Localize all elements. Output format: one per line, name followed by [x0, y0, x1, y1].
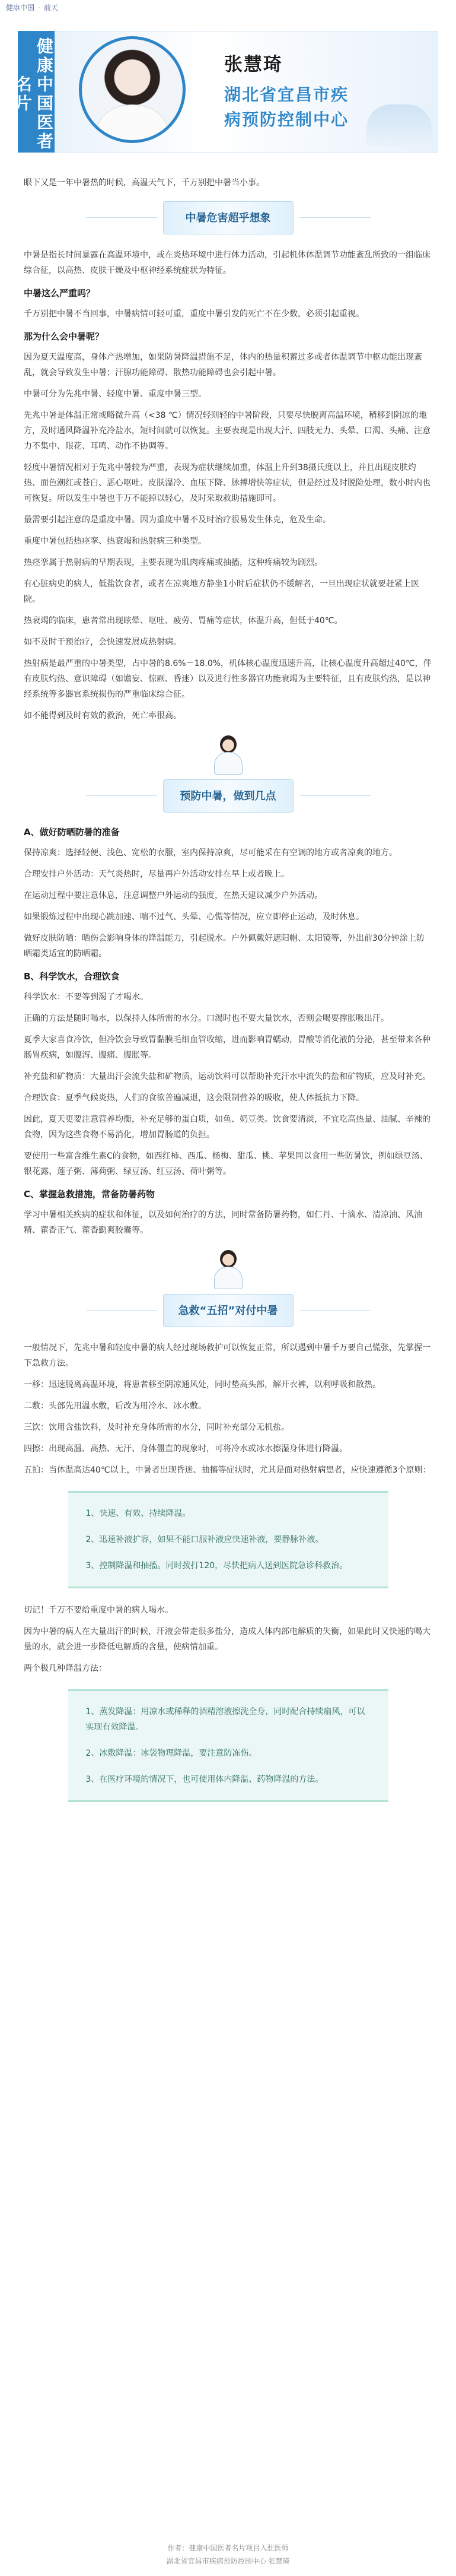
paragraph: 四擦：出现高温、高热、无汗、身体僵直的现象时，可将冷水或冰水擦湿身体进行降温。 — [24, 1444, 347, 1454]
tip-box-cooling — [68, 1689, 388, 1802]
card-body — [55, 31, 438, 153]
paragraph: 因此，夏天更要注意营养均衡，补充足够的蛋白质，如鱼、奶豆类。饮食要清淡，不宜吃高热量、油腻、辛辣的食物，因为这些食物不易消化，增加胃肠道的负担。 — [24, 1115, 431, 1140]
org-line-2: 病预防控制中心 — [224, 110, 349, 129]
footer-org: 湖北省宜昌市疾病预防控制中心 张慧琦 — [166, 2557, 290, 2565]
banner-1-title: 中暑危害超乎想象 — [163, 201, 294, 234]
paragraph: 重度中暑包括热痉挛、热衰竭和热射病三种类型。 — [24, 537, 206, 546]
subsection-heading: C、掌握急救措施，常备防暑药物 — [24, 1189, 155, 1200]
paragraph: 夏季大家喜食冷饮，但冷饮会导致胃黏膜毛细血管收缩，进而影响胃蠕动，胃酸等消化液的分泌，甚至带来各种肠胃疾病，如腹泻、腹痛、腹胀等。 — [24, 1035, 431, 1060]
paragraph: 有心脏病史的病人，低盐饮食者，或者在凉爽地方静坐1小时后症状仍不缓解者，一旦出现症状就要赶紧上医院。 — [24, 579, 419, 604]
section-banner-3 — [163, 1294, 294, 1327]
card-side-title: 健康中国医者名片 — [18, 31, 55, 153]
tip-item: 2、冰敷降温：冰袋物理降温，要注意防冻伤。 — [85, 1749, 257, 1758]
paragraph: 补充盐和矿物质：大量出汗会流失盐和矿物质，运动饮料可以帮助补充汗水中流失的盐和矿物质，应及时补充。 — [24, 1072, 431, 1081]
doctor-photo — [79, 36, 186, 143]
subsection-heading: B、科学饮水，合理饮食 — [24, 971, 120, 982]
paragraph: 学习中暑相关疾病的症状和体征，以及如何治疗的方法，同时常备防暑药物，如仁丹、十滴水、清凉油、风油精、藿香正气、藿香勤爽胶囊等。 — [24, 1210, 422, 1235]
date-tag: 前天 — [43, 4, 58, 12]
paragraph: 中暑是指长时间暴露在高温环境中，或在炎热环境中进行体力活动，引起机体体温调节功能紊乱所致的一组临床综合征，以高热、皮肤干燥及中枢神经系统症状为特征。 — [24, 250, 431, 275]
doctor-avatar-icon — [211, 1250, 246, 1290]
question-heading: 那为什么会中暑呢？ — [24, 331, 104, 342]
subsection-heading: A、做好防晒防暑的准备 — [24, 827, 120, 837]
paragraph: 如果锻炼过程中出现心跳加速、喘不过气、头晕、心慌等情况，应立即停止运动，及时休息。 — [24, 912, 364, 922]
section-banner-2 — [163, 779, 294, 813]
doctor-org — [224, 83, 349, 132]
doctor-name: 张慧琦 — [224, 54, 283, 75]
tip-item: 3、在医疗环境的情况下，也可使用体内降温、药物降温的方法。 — [85, 1775, 324, 1784]
doctor-card — [13, 31, 438, 153]
paragraph: 一移：迅速脱离高温环境，将患者移至阴凉通风处，同时垫高头部，解开衣裤，以利呼吸和散热。 — [24, 1380, 381, 1389]
article-body — [0, 175, 456, 1802]
footer-author: 作者：健康中国医者名片项目入驻医师 — [167, 2544, 289, 2552]
section-banner-1 — [163, 201, 294, 234]
paragraph: 如不及时干预治疗，会快速发展成热射病。 — [24, 637, 181, 647]
card-decoration — [366, 104, 432, 146]
paragraph: 热射病是最严重的中暑类型，占中暑的8.6%－18.0%，机体核心温度迅速升高，让核心温度升高超过40℃，伴有皮肤灼热、意识障碍（如谵妄、惊厥、昏迷）以及进行性多器官功能衰竭为主要特征，且有皮肤灼热，是以神经系统等多器官系统损伤的严重临床综合征。 — [24, 659, 432, 699]
paragraph: 两个极几种降温方法： — [24, 1664, 107, 1673]
paragraph: 如不能得到及时有效的救治，死亡率很高。 — [24, 711, 181, 721]
banner-3-title: 急救“五招”对付中暑 — [163, 1294, 294, 1327]
question-heading: 中暑这么严重吗？ — [24, 288, 95, 299]
paragraph: 中暑可分为先兆中暑、轻度中暑、重度中暑三型。 — [24, 389, 206, 399]
paragraph: 做好皮肤防晒：晒伤会影响身体的降温能力，引起脱水。户外佩戴好遮阳帽、太阳镜等，外出前30分钟涂上防晒霜类适宜的防晒霜。 — [24, 934, 425, 959]
tip-item: 1、蒸发降温：用凉水或稀释的酒精溶液擦洗全身，同时配合持续扇风，可以实现有效降温。 — [85, 1707, 365, 1732]
paragraph: 五拍：当体温高达40℃以上，中暑者出现昏迷、抽搐等症状时，尤其是面对热射病患者，应快速遵循3个原则： — [24, 1465, 431, 1475]
intro-paragraph: 眼下又是一年中暑热的时候，高温天气下，千万别把中暑当小事。 — [24, 178, 264, 188]
tip-item: 3、控制降温和抽搐。同时拨打120，尽快把病人送到医院急诊科救治。 — [85, 1561, 348, 1571]
paragraph: 千万别把中暑不当回事，中暑病情可轻可重，重度中暑引发的死亡不在少数，必须引起重视。 — [24, 309, 364, 319]
paragraph: 最需要引起注意的是重度中暑。因为重度中暑不及时治疗很易发生休克，危及生命。 — [24, 515, 331, 525]
banner-2-title: 预防中暑，做到几点 — [163, 779, 294, 813]
tip-box-principles — [68, 1491, 388, 1588]
paragraph: 因为夏天温度高，身体产热增加，如果防暑降温措施不足，体内的热量积蓄过多或者体温调节中枢功能出现紊乱，就会导致发生中暑；汗腺功能障碍、散热功能障碍也会引起中暑。 — [24, 353, 422, 377]
paragraph: 在运动过程中要注意休息，注意调整户外运动的强度，在热天建议减少户外活动。 — [24, 891, 323, 900]
paragraph: 三饮：饮用含盐饮料，及时补充身体所需的水分，同时补充部分无机盐。 — [24, 1423, 289, 1432]
paragraph: 轻度中暑情况相对于先兆中暑较为严重，表现为症状继续加重，体温上升到38摄氏度以上，并且出现皮肤灼热、面色潮红或苍白、恶心呕吐、皮肤湿冷、血压下降、脉搏增快等症状，但是经过及时脱险处理，数小时内也可恢复。所以发生中暑也千万不能掉以轻心，及时采取救助措施即可。 — [24, 463, 431, 503]
paragraph: 先兆中暑是体温正常或略微升高（<38 ℃）情况轻则轻的中暑阶段，只要尽快脱离高温环境，稍移到阴凉的地方，及时通风降温补充冷盐水，短时间就可以恢复。主要表现是出现大汗、四肢无力、头晕、口渴、头痛、注意力不集中、眼花、耳鸣、动作不协调等。 — [24, 411, 431, 451]
paragraph: 科学饮水：不要等到渴了才喝水。 — [24, 992, 148, 1002]
doctor-avatar-icon — [211, 735, 246, 776]
tip-item: 2、迅速补液扩容，如果不能口服补液应快速补液，要静脉补液。 — [85, 1535, 324, 1544]
paragraph: 热痉挛属于热射病的早期表现，主要表现为肌肉疼痛或抽搐，这种疼痛较为剧烈。 — [24, 558, 323, 567]
tip-item: 1、快速、有效、持续降温。 — [85, 1509, 191, 1518]
paragraph: 保持凉爽：选择轻便、浅色、宽松的衣服，室内保持凉爽，尽可能采在有空调的地方或者凉爽的地方。 — [24, 848, 397, 858]
paragraph: 合理饮食：夏季气候炎热，人们的食欲普遍减退，这会限制营养的吸收，使人体抵抗力下降。 — [24, 1093, 364, 1103]
paragraph: 切记！千万不要给重度中暑的病人喝水。 — [24, 1606, 173, 1615]
org-line-1: 湖北省宜昌市疾 — [224, 85, 349, 104]
paragraph: 要使用一些富含维生素C的食物，如西红柿、西瓜、杨梅、甜瓜、桃、苹果同以食用一些防暑饮，例如绿豆汤、银花露、莲子粥、薄荷粥、绿豆汤、红豆汤、荷叶粥等。 — [24, 1151, 428, 1176]
top-bar: 健康中国 · 前天 — [6, 4, 58, 12]
paragraph: 二敷：头部先用温水敷，后改为用冷水、冰水敷。 — [24, 1401, 206, 1411]
paragraph: 正确的方法是随时喝水，以保持人体所需的水分。口渴时也不要大量饮水，否则会喝要撑胀吸出汗。 — [24, 1014, 389, 1023]
article-footer — [0, 2542, 456, 2576]
paragraph: 因为中暑的病人在大量出汗的时候，汗液会带走很多盐分，造成人体内部电解质的失衡，如果此时又快速的喝大量的水，就会进一步降低电解质的含量，使病情加重。 — [24, 1627, 431, 1652]
source-link[interactable]: 健康中国 — [6, 4, 35, 12]
paragraph: 合理安排户外活动：天气炎热时，尽量再户外活动安排在早上或者晚上。 — [24, 870, 289, 879]
paragraph: 一般情况下，先兆中暑和轻度中暑的病人经过现场救护可以恢复正常，所以遇到中暑千万要自己慌张，先掌握一下急救方法。 — [24, 1343, 431, 1368]
paragraph: 热衰竭的临床，患者常出现眩晕、呕吐、疲劳、胃痛等症状，体温升高，但低于40℃。 — [24, 616, 343, 626]
